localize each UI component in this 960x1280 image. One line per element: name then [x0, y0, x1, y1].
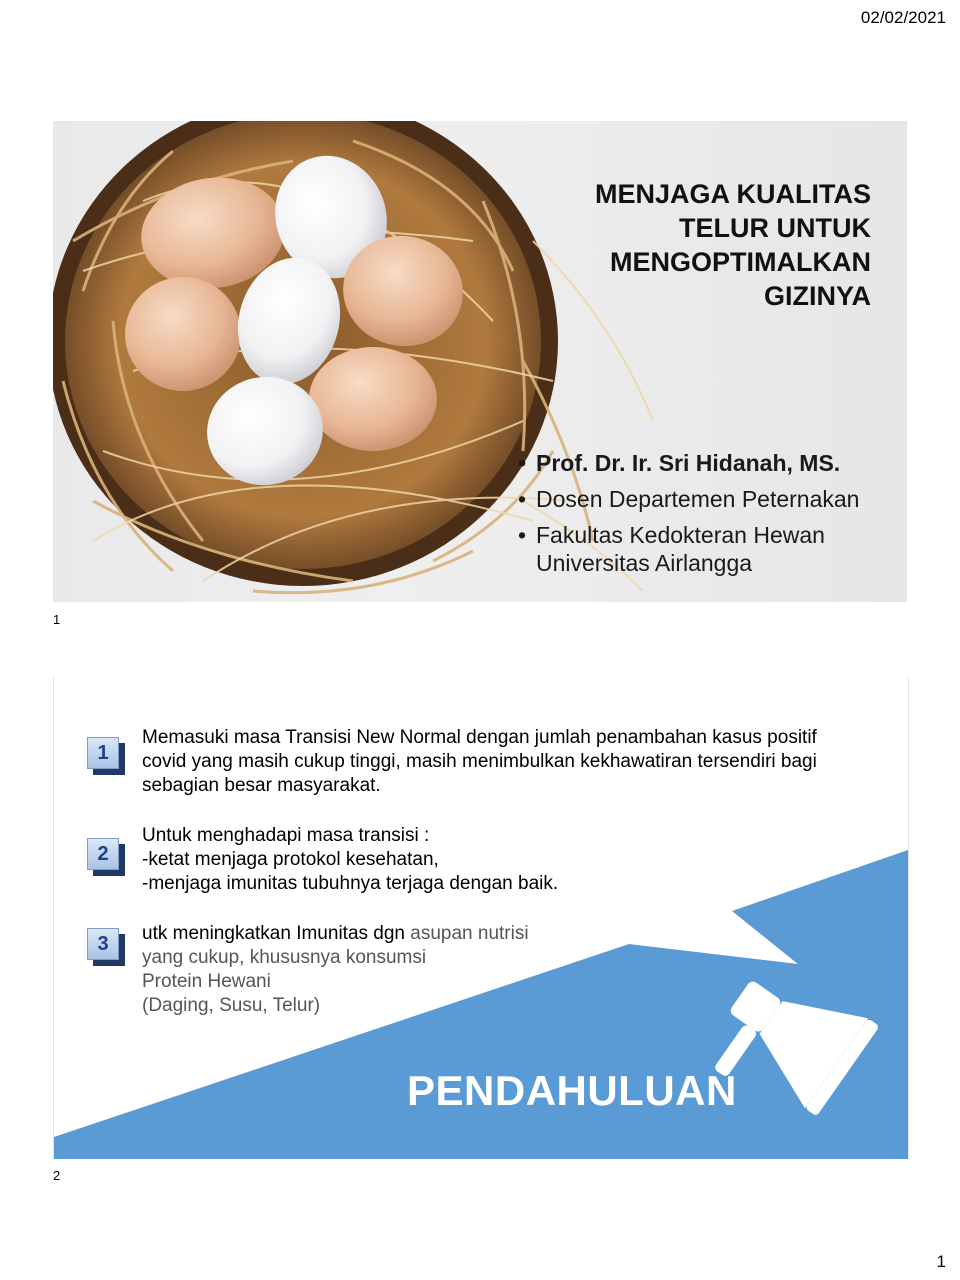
author-bullets	[516, 449, 896, 585]
slide-1-number: 1	[53, 612, 61, 627]
slide-1-title: MENJAGA KUALITAS TELUR UNTUK MENGOPTIMALKAN GIZINYA	[595, 179, 871, 311]
point-1-number-box: 1	[87, 737, 119, 769]
bullet-faculty: • Fakultas Kedokteran Hewan Universitas Airlangga	[518, 522, 825, 576]
slide-2-heading: PENDAHULUAN	[407, 1067, 737, 1114]
document-date: 02/02/2021	[860, 8, 946, 27]
point-2-text: Untuk menghadapi masa transisi : -ketat menjaga protokol kesehatan, -menjaga imunitas tubuhnya terjaga dengan baik.	[142, 825, 559, 894]
point-2-number-box: 2	[87, 838, 119, 870]
bullet-author-name: • Prof. Dr. Ir. Sri Hidanah, MS.	[518, 450, 841, 476]
point-1-text: Memasuki masa Transisi New Normal dengan jumlah penambahan kasus positif covid yang masih cukup tinggi, masih menimbulkan kekhawatiran tersendiri bagi sebagian besar masyarakat.	[142, 727, 817, 796]
point-3-number-box: 3	[87, 928, 119, 960]
slide-2	[53, 677, 909, 1159]
bullet-department: • Dosen Departemen Peternakan	[518, 486, 860, 512]
slide-2-number: 2	[53, 1168, 61, 1183]
point-3-text: utk meningkatkan Imunitas dgn asupan nutrisi yang cukup, khususnya konsumsi Protein Hewani (Daging, Susu, Telur)	[142, 923, 529, 1016]
page-number: 1	[936, 1252, 946, 1271]
slide-1	[53, 121, 907, 602]
